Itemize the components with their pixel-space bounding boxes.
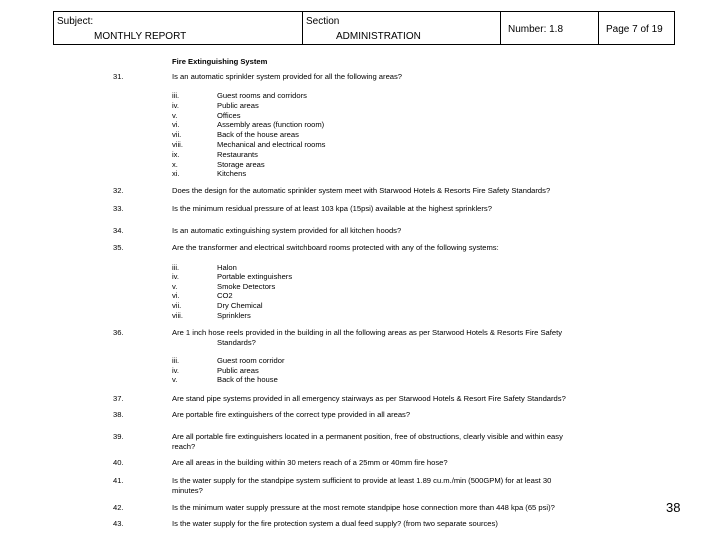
- sub-item-numeral: iv.: [172, 101, 180, 110]
- subject-label: Subject:: [57, 16, 94, 27]
- sub-item-numeral: xi.: [172, 169, 180, 178]
- section-label: Section: [306, 16, 340, 27]
- question-text: Is the minimum residual pressure of at least 103 kpa (15psi) available at the highest sprinklers?: [172, 204, 492, 213]
- document-number: Number: 1.8: [508, 24, 564, 35]
- sub-item-text: Smoke Detectors: [217, 282, 276, 291]
- item-number: 40.: [113, 458, 124, 467]
- page-indicator: Page 7 of 19: [606, 24, 663, 35]
- sub-item-numeral: v.: [172, 111, 178, 120]
- sub-item-text: Dry Chemical: [217, 301, 263, 310]
- report-title: MONTHLY REPORT: [94, 31, 187, 42]
- question-text: Is an automatic extinguishing system provided for all kitchen hoods?: [172, 226, 402, 235]
- sub-item-text: Portable extinguishers: [217, 272, 293, 281]
- question-text: Is an automatic sprinkler system provided for all the following areas?: [172, 72, 403, 81]
- sub-item-numeral: iv.: [172, 272, 180, 281]
- sub-item-numeral: vi.: [172, 291, 180, 300]
- sub-item-text: Guest room corridor: [217, 356, 285, 365]
- item-number: 34.: [113, 226, 124, 235]
- item-number: 37.: [113, 394, 124, 403]
- question-text: Are all portable fire extinguishers located in a permanent position, free of obstructions, clearly visible and within easy: [172, 432, 563, 441]
- item-number: 31.: [113, 72, 124, 81]
- sub-item-numeral: iv.: [172, 366, 180, 375]
- sub-item-text: Guest rooms and corridors: [217, 91, 307, 100]
- item-number: 43.: [113, 519, 124, 528]
- question-text: Are portable fire extinguishers of the correct type provided in all areas?: [172, 410, 411, 419]
- question-text: Are the transformer and electrical switchboard rooms protected with any of the following systems:: [172, 243, 499, 252]
- question-text-continued: Standards?: [217, 338, 256, 347]
- question-text: Does the design for the automatic sprinkler system meet with Starwood Hotels & Resorts Fire Safety Standards?: [172, 186, 551, 195]
- sub-item-numeral: v.: [172, 375, 178, 384]
- sub-item-numeral: iii.: [172, 263, 180, 272]
- sub-item-text: Kitchens: [217, 169, 247, 178]
- sub-item-numeral: vi.: [172, 120, 180, 129]
- item-number: 32.: [113, 186, 124, 195]
- sub-item-numeral: viii.: [172, 311, 183, 320]
- sub-item-numeral: iii.: [172, 91, 180, 100]
- item-number: 33.: [113, 204, 124, 213]
- sub-item-text: Public areas: [217, 366, 259, 375]
- question-text: Are stand pipe systems provided in all emergency stairways as per Starwood Hotels & Resort Fire Safety Standards?: [172, 394, 566, 403]
- question-text: Is the water supply for the fire protection system a dual feed supply? (from two separate sources): [172, 519, 498, 528]
- sub-item-text: Halon: [217, 263, 237, 272]
- sub-item-numeral: iii.: [172, 356, 180, 365]
- sub-item-numeral: ix.: [172, 150, 180, 159]
- item-number: 36.: [113, 328, 124, 337]
- sub-item-text: Storage areas: [217, 160, 265, 169]
- sub-item-numeral: vii.: [172, 130, 182, 139]
- sub-item-text: Back of the house areas: [217, 130, 299, 139]
- question-text: Is the water supply for the standpipe system sufficient to provide at least 1.89 cu.m./min (500GPM) for at least 30: [172, 476, 552, 485]
- sub-item-text: Public areas: [217, 101, 259, 110]
- item-number: 38.: [113, 410, 124, 419]
- item-number: 39.: [113, 432, 124, 441]
- question-text: Are all areas in the building within 30 meters reach of a 25mm or 40mm fire hose?: [172, 458, 448, 467]
- item-number: 41.: [113, 476, 124, 485]
- question-text-continued: minutes?: [172, 486, 203, 495]
- sub-item-text: Restaurants: [217, 150, 258, 159]
- sub-item-text: CO2: [217, 291, 233, 300]
- sub-item-numeral: vii.: [172, 301, 182, 310]
- sub-item-text: Assembly areas (function room): [217, 120, 325, 129]
- sub-item-numeral: viii.: [172, 140, 183, 149]
- sub-item-text: Mechanical and electrical rooms: [217, 140, 326, 149]
- section-value: ADMINISTRATION: [336, 31, 421, 42]
- sub-item-text: Sprinklers: [217, 311, 251, 320]
- question-text: Are 1 inch hose reels provided in the building in all the following areas as per Starwood Hotels & Resorts Fire Safety: [172, 328, 563, 337]
- item-number: 35.: [113, 243, 124, 252]
- sub-item-text: Offices: [217, 111, 241, 120]
- page-number: 38: [666, 500, 681, 515]
- sub-item-numeral: v.: [172, 282, 178, 291]
- question-text-continued: reach?: [172, 442, 196, 451]
- sub-item-numeral: x.: [172, 160, 178, 169]
- section-title: Fire Extinguishing System: [172, 57, 268, 66]
- question-text: Is the minimum water supply pressure at the most remote standpipe hose connection more than 448 kpa (65 psi)?: [172, 503, 555, 512]
- item-number: 42.: [113, 503, 124, 512]
- sub-item-text: Back of the house: [217, 375, 278, 384]
